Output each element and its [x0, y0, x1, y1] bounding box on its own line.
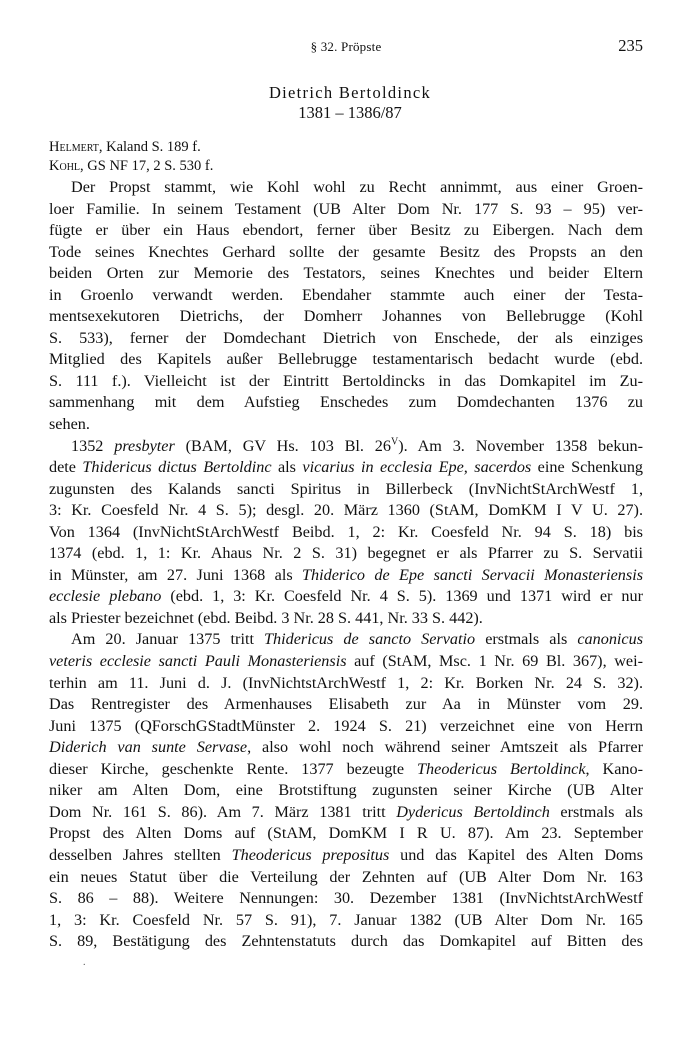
text-segment: sehen. [49, 415, 90, 434]
text-segment: sammenhang mit dem Aufstieg Enschedes zum Domdechanten 1376 zu [49, 393, 643, 412]
italic-segment: Thiderico de Epe sancti Servacii Monasteriensis [302, 565, 643, 584]
text-segment: beiden Orten zur Memorie des Testators, seines Knechtes und beider Eltern [49, 264, 643, 283]
text-line [49, 500, 643, 522]
text-segment: mentsexekutoren Dietrichs, der Domherr Johannes von Bellebrugge (Kohl [49, 307, 643, 326]
text-segment: Das Rentregister des Armenhauses Elisabeth zur Aa in Münster vom 29. [49, 695, 643, 714]
reference-helmert [49, 138, 643, 157]
text-segment: S. 533), ferner der Domdechant Dietrich von Enschede, der als einziges [49, 328, 643, 347]
italic-segment: ecclesie plebano [49, 587, 162, 606]
text-line [49, 673, 643, 695]
superscript: V [391, 436, 399, 448]
reference-author: Helmert [49, 139, 99, 155]
text-line [49, 802, 643, 824]
text-line [49, 737, 643, 759]
italic-segment: veteris ecclesie sancti Pauli Monasteriensis [49, 652, 347, 671]
text-segment: ein neues Statut über die Verteilung der Zehnten auf (UB Alter Dom Nr. 163 [49, 867, 643, 886]
text-segment: 1352 [71, 436, 115, 455]
text-line [49, 867, 643, 889]
text-segment: desselben Jahres stellten [49, 845, 232, 864]
text-line [49, 263, 643, 285]
italic-segment: Theodericus Bertoldinck [417, 759, 586, 778]
text-line [49, 629, 643, 651]
reference-author: Kohl [49, 158, 81, 174]
text-segment: zugunsten des Kalands sancti Spiritus in Billerbeck (InvNichtStArchWestf 1, [49, 479, 643, 498]
text-segment: loer Familie. In seinem Testament (UB Alter Dom Nr. 177 S. 93 – 95) ver- [49, 199, 643, 218]
text-line [49, 823, 643, 845]
text-line [49, 910, 643, 932]
text-segment: und das Kapitel des Alten Doms [389, 845, 644, 864]
text-line [49, 242, 643, 264]
text-segment: (BAM, GV Hs. 103 Bl. 26 [174, 436, 391, 455]
text-line [49, 931, 643, 953]
text-line [49, 199, 643, 221]
text-segment: S. 111 f.). Vielleicht ist der Eintritt Bertoldincks in das Domkapitel im Zu- [49, 371, 643, 390]
text-segment: Mitglied des Kapitels außer Bellebrugge testamentarisch bedacht wurde (ebd. [49, 350, 643, 369]
text-line [49, 285, 643, 307]
text-segment: Tode seines Knechtes Gerhard sollte der gesamte Besitz des Propsts an den [49, 242, 643, 261]
text-line [49, 608, 643, 630]
text-line [49, 651, 643, 673]
entry-title: Dietrich Bertoldinck [268, 83, 432, 102]
text-line [49, 888, 643, 910]
reference-text: , GS NF 17, 2 S. 530 f. [80, 158, 214, 174]
footer-mark: . [83, 957, 86, 968]
text-line [49, 436, 643, 458]
text-segment: niker am Alten Dom, eine Brotstiftung zugunsten seiner Kirche (UB Alter [49, 781, 643, 800]
text-segment: Propst des Alten Doms auf (StAM, DomKM I R U. 87). Am 23. September [49, 824, 643, 843]
text-segment: Der Propst stammt, wie Kohl wohl zu Recht annimmt, aus einer Groen- [71, 178, 643, 196]
text-line [49, 522, 643, 544]
text-line [49, 845, 643, 867]
text-segment: terhin am 11. Juni d. J. (InvNichtstArchWestf 1, 2: Kr. Borken Nr. 24 S. 32). [49, 673, 643, 692]
page-number: 235 [618, 36, 643, 55]
text-segment: als Priester bezeichnet (ebd. Beibd. 3 Nr. 28 S. 441, Nr. 33 S. 442). [49, 608, 483, 627]
text-segment: Von 1364 (InvNichtStArchWestf Beibd. 1, 2: Kr. Coesfeld Nr. 94 S. 18) bis [49, 522, 643, 541]
italic-segment: presbyter [114, 436, 175, 455]
text-segment: als [271, 458, 303, 477]
text-segment: S. 89, Bestätigung des Zehntenstatuts durch das Domkapitel auf Bitten des [49, 932, 643, 951]
text-segment: Am 20. Januar 1375 tritt [71, 630, 265, 649]
text-line [49, 565, 643, 587]
text-segment: , Kano- [585, 759, 643, 778]
text-line [49, 371, 643, 393]
text-segment: in Münster, am 27. Juni 1368 als [49, 565, 303, 584]
text-segment: 1, 3: Kr. Coesfeld Nr. 57 S. 91), 7. Januar 1382 (UB Alter Dom Nr. 165 [49, 910, 643, 929]
text-line [49, 349, 643, 371]
text-line [49, 392, 643, 414]
running-head [49, 36, 643, 56]
text-line [49, 759, 643, 781]
text-line [49, 220, 643, 242]
text-line [49, 177, 643, 199]
text-segment: erstmals als [549, 802, 643, 821]
text-line [49, 694, 643, 716]
text-segment: dete [49, 458, 83, 477]
text-line [49, 328, 643, 350]
text-segment: S. 86 – 88). Weitere Nennungen: 30. Dezember 1381 (InvNichtstArchWestf [49, 889, 643, 908]
text-line [49, 586, 643, 608]
reference-text: , Kaland S. 189 f. [98, 139, 201, 155]
text-segment: fügte er über ein Haus ebendort, ferner über Besitz zu Eibergen. Nach dem [49, 221, 643, 240]
text-line [49, 479, 643, 501]
text-segment: eine Schenkung [531, 458, 644, 477]
text-segment: Dom Nr. 161 S. 86). Am 7. März 1381 tritt [49, 802, 397, 821]
body-text [49, 177, 643, 953]
running-title: § 32. Pröpste [310, 39, 382, 54]
italic-segment: canonicus [577, 630, 643, 649]
text-line [49, 306, 643, 328]
text-segment: 3: Kr. Coesfeld Nr. 4 S. 5); desgl. 20. März 1360 (StAM, DomKM I V U. 27). [49, 501, 643, 520]
text-segment: , also wohl noch während seiner Amtszeit als Pfarrer [247, 738, 643, 757]
italic-segment: vicarius in ecclesia Epe, sacerdos [302, 458, 532, 477]
italic-segment: Thidericus dictus Bertoldinc [82, 458, 272, 477]
text-line [49, 716, 643, 738]
text-line [49, 780, 643, 802]
italic-segment: Thidericus de sancto Servatio [264, 630, 476, 649]
text-segment: 1374 (ebd. 1, 1: Kr. Ahaus Nr. 2 S. 31) begegnet er als Pfarrer zu S. Servatii [49, 544, 643, 563]
text-segment: in Groenlo verwandt werden. Ebendaher stammte auch einer der Testa- [49, 285, 643, 304]
text-segment: erstmals als [475, 630, 578, 649]
text-segment: Juni 1375 (QForschGStadtMünster 2. 1924 S. 21) verzeichnet eine von Herrn [49, 716, 643, 735]
reference-kohl [49, 157, 643, 176]
text-line [49, 414, 643, 436]
text-line [49, 457, 643, 479]
text-segment: dieser Kirche, geschenkte Rente. 1377 bezeugte [49, 759, 418, 778]
references [49, 138, 643, 176]
text-segment: (ebd. 1, 3: Kr. Coesfeld Nr. 4 S. 5). 1369 und 1371 wird er nur [161, 587, 643, 606]
italic-segment: Theodericus prepositus [231, 845, 390, 864]
italic-segment: Dydericus Bertoldinch [396, 802, 550, 821]
text-segment: auf (StAM, Msc. 1 Nr. 69 Bl. 367), wei- [346, 652, 644, 671]
text-line [49, 543, 643, 565]
entry-dates: 1381 – 1386/87 [298, 103, 402, 122]
text-segment: ). Am 3. November 1358 bekun- [398, 436, 643, 455]
italic-segment: Diderich van sunte Servase [49, 738, 248, 757]
